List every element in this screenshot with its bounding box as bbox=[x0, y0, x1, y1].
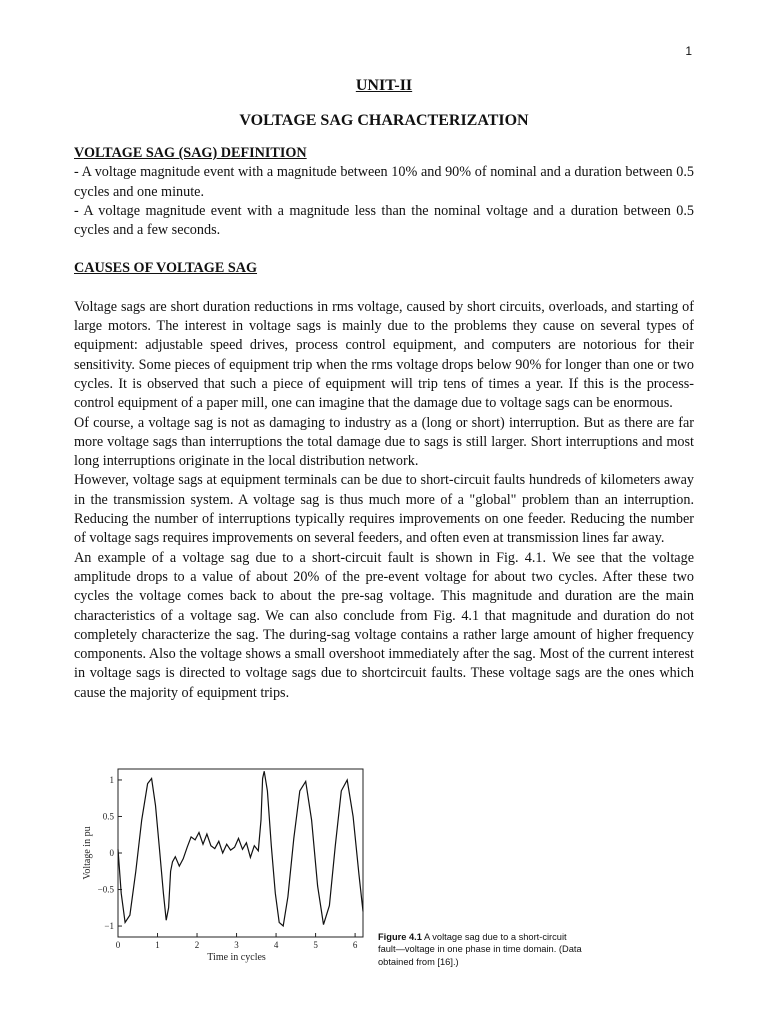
causes-paragraph-3: However, voltage sags at equipment terminals can be due to short-circuit faults hundreds of kilometers away in the transmission system. A voltage sag is thus much more of a "global" problem than an interruption. Reducing the number of interruptions typically requires improvements on one feeder. Reducing the number of voltage sags requires improvements on several feeders, and often even at transmission lines far away. bbox=[74, 472, 694, 547]
y-tick-label: −1 bbox=[104, 921, 114, 932]
y-tick-label: 0.5 bbox=[102, 811, 114, 822]
causes-heading: CAUSES OF VOLTAGE SAG bbox=[74, 260, 258, 277]
figure-4-1 bbox=[78, 764, 368, 964]
document-body bbox=[74, 144, 694, 703]
figure-caption-label: Figure 4.1 bbox=[378, 932, 422, 942]
voltage-sag-chart bbox=[78, 764, 368, 964]
x-tick-label: 0 bbox=[115, 940, 121, 950]
definition-heading: VOLTAGE SAG (SAG) DEFINITION bbox=[74, 145, 307, 161]
causes-paragraph-1: Voltage sags are short duration reductions in rms voltage, caused by short circuits, overloads, and starting of large motors. The interest in voltage sags is mainly due to the problems they cause on several types of equipment: adjustable speed drives, process control equipment, and computers are notorious for their sensitivity. Some pieces of equipment trip when the rms voltage drops below 90% for longer than one or two cycles. It is observed that such a piece of equipment will trip tens of times a year. If this is the process-control equipment of a paper mill, one can imagine that the damage due to voltage sags can be enormous. bbox=[74, 298, 694, 412]
x-axis-ticks bbox=[116, 933, 358, 950]
unit-title: UNIT-II bbox=[355, 77, 413, 94]
causes-paragraph-4: An example of a voltage sag due to a short-circuit fault is shown in Fig. 4.1. We see that the voltage amplitude drops to a value of about 20% of the pre-event voltage for about two cycles. After these two cycles the voltage comes back to about the pre-sag voltage. This magnitude and duration are the main characteristics of a voltage sag. We can also conclude from Fig. 4.1 that magnitude and duration do not completely characterize the sag. The during-sag voltage contains a rather large amount of higher frequency components. Also the voltage shows a small overshoot immediately after the sag. Most of the current interest in voltage sags is directed to voltage sags due to shortcircuit faults. These voltage sags are the ones which cause the majority of equipment trips. bbox=[74, 549, 694, 701]
voltage-series-line bbox=[118, 771, 363, 926]
page-number: 1 bbox=[685, 44, 692, 58]
plot-frame bbox=[118, 769, 363, 937]
y-tick-label: 1 bbox=[109, 774, 114, 785]
chapter-title: VOLTAGE SAG CHARACTERIZATION bbox=[239, 112, 529, 129]
x-tick-label: 6 bbox=[352, 940, 358, 950]
x-axis-label: Time in cycles bbox=[207, 952, 266, 963]
y-axis-label: Voltage in pu bbox=[82, 826, 93, 880]
x-tick-label: 3 bbox=[234, 940, 239, 950]
definition-line-1: - A voltage magnitude event with a magnitude between 10% and 90% of nominal and a duration between 0.5 cycles and one minute. bbox=[74, 164, 694, 200]
x-tick-label: 4 bbox=[273, 940, 279, 950]
causes-paragraph-2: Of course, a voltage sag is not as damaging to industry as a (long or short) interruption. But as there are far more voltage sags than interruptions the total damage due to sags is still larger. Short interruptions and most long interruptions originate in the local distribution network. bbox=[74, 414, 694, 470]
x-tick-label: 1 bbox=[155, 940, 160, 950]
x-tick-label: 2 bbox=[194, 940, 200, 950]
x-tick-label: 5 bbox=[313, 940, 318, 950]
figure-caption bbox=[378, 931, 583, 968]
definition-line-2: - A voltage magnitude event with a magnitude less than the nominal voltage and a duration between 0.5 cycles and a few seconds. bbox=[74, 202, 694, 239]
y-tick-label: 0 bbox=[109, 848, 114, 858]
figure-caption-text: A voltage sag due to a short-circuit fault—voltage in one phase in time domain. (Data obtained from [16].) bbox=[378, 932, 582, 967]
y-tick-label: −0.5 bbox=[97, 884, 114, 895]
